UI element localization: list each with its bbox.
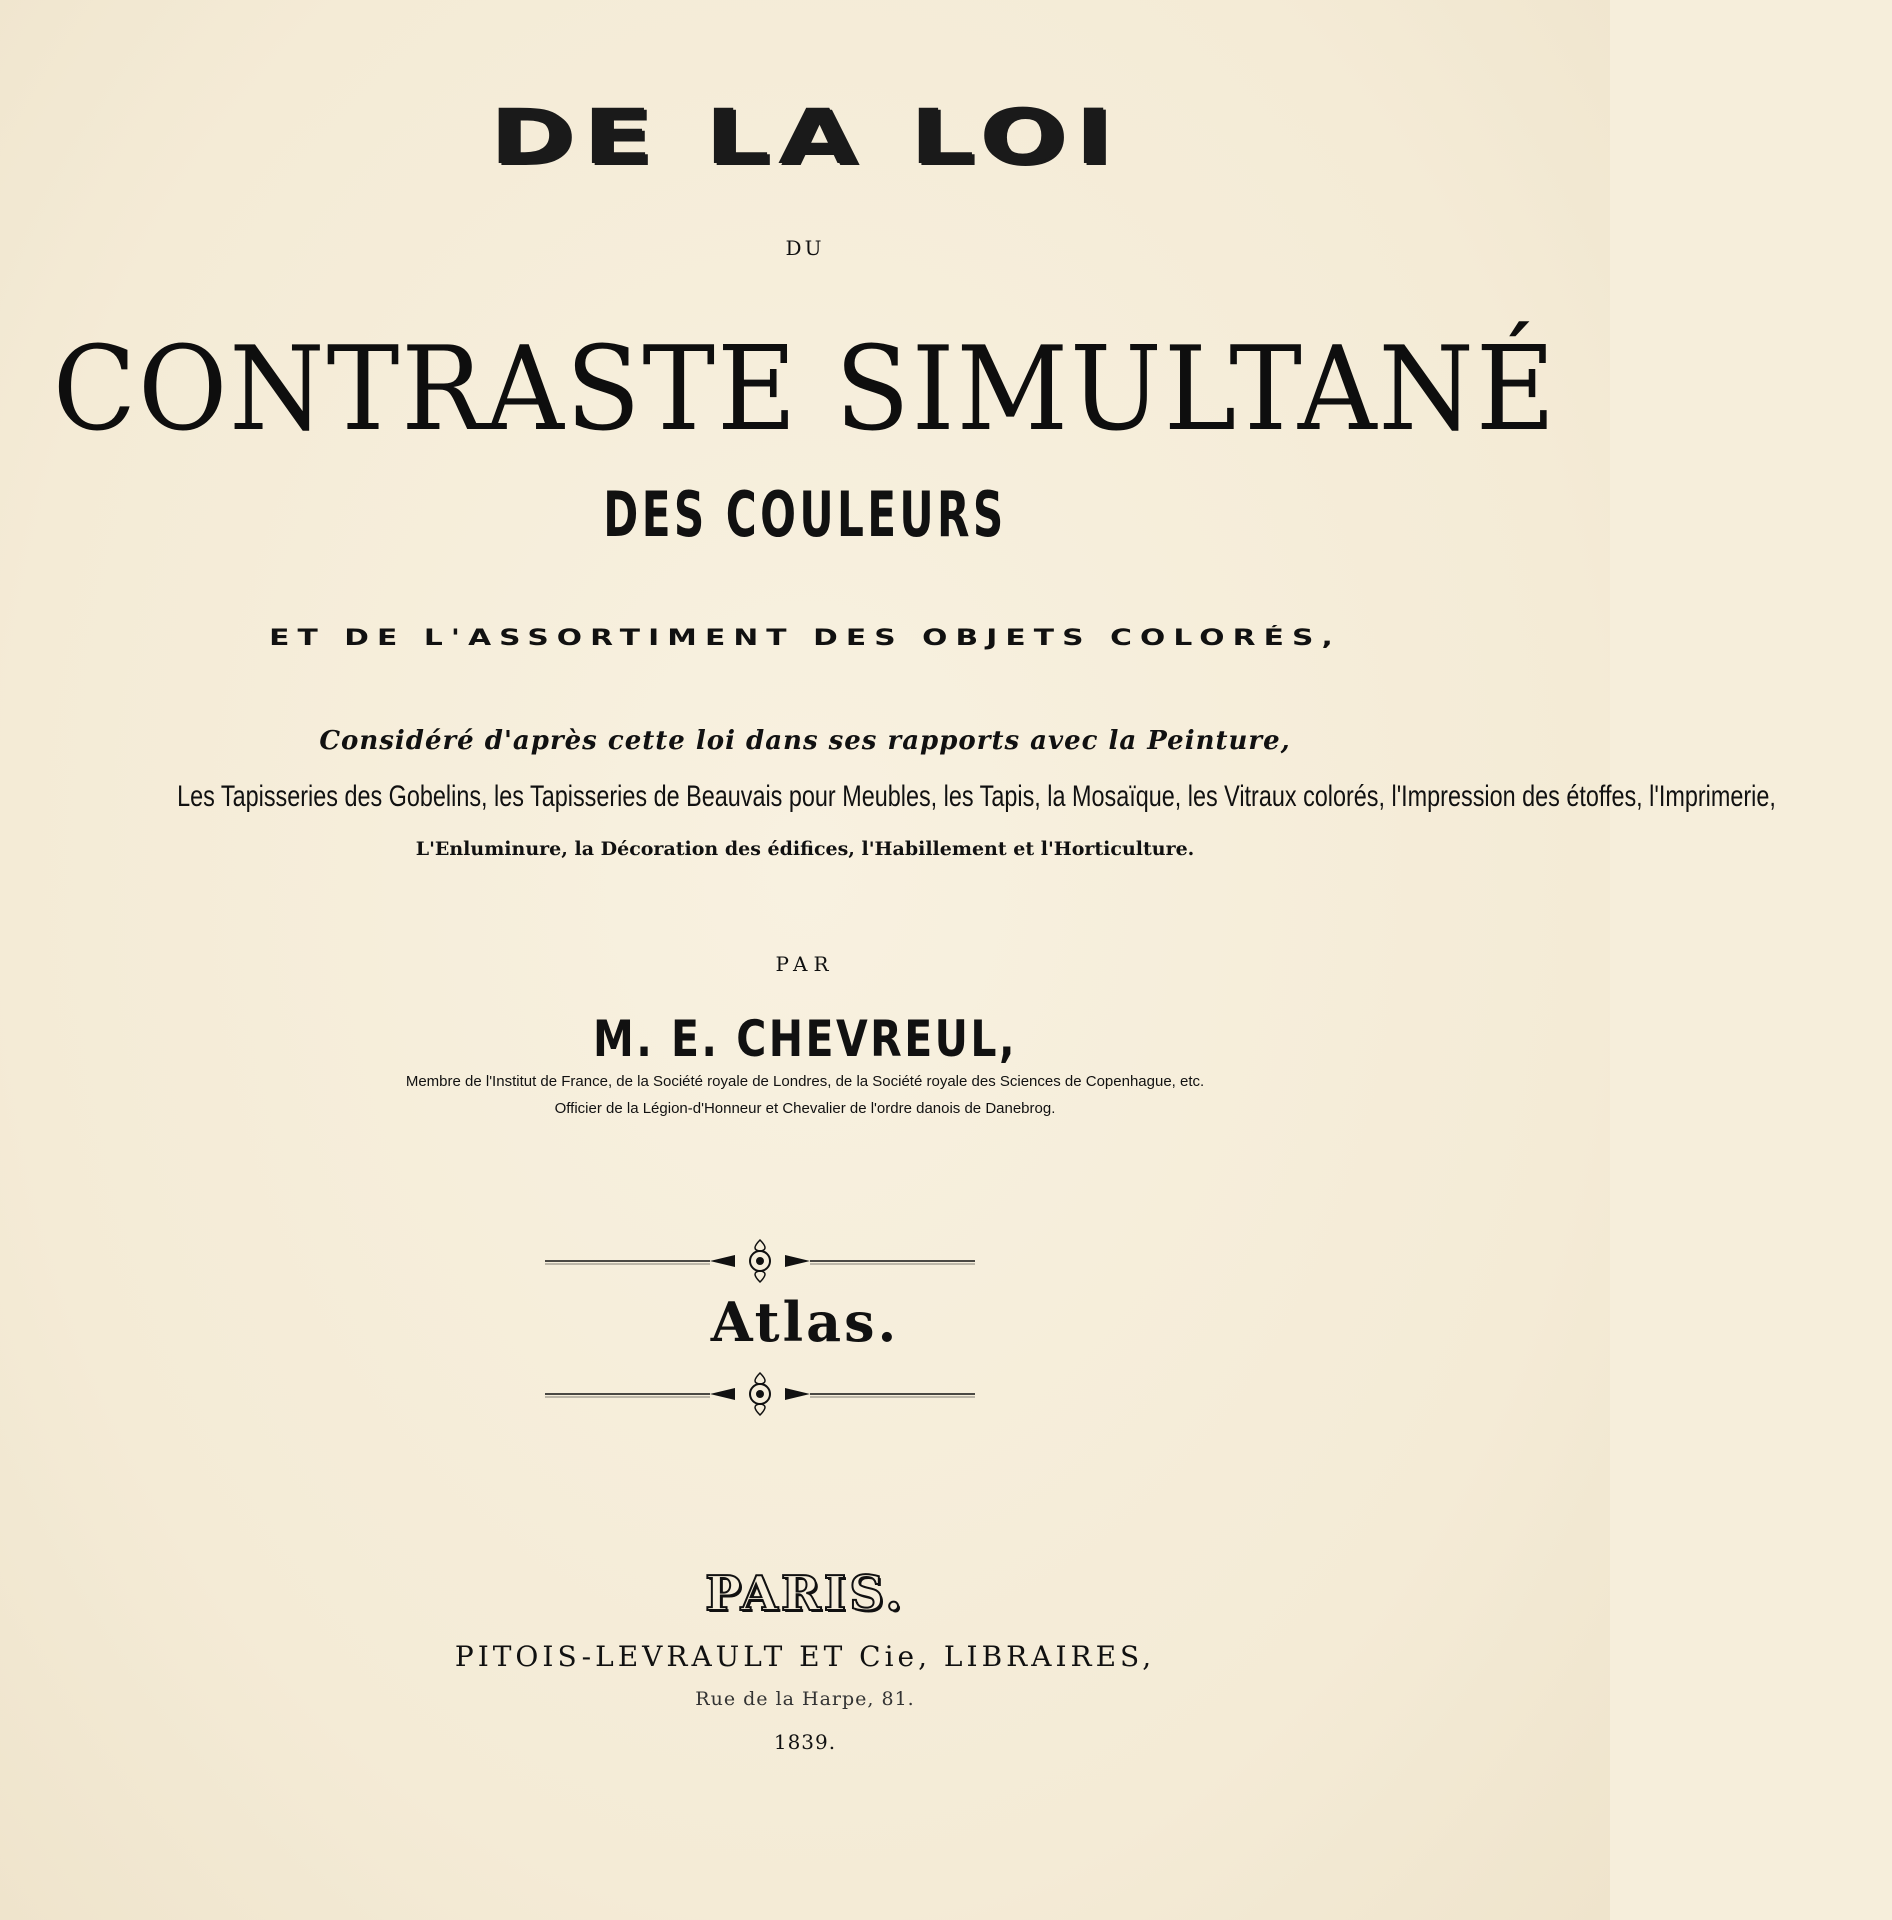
title-contraste-simultane: CONTRASTE SIMULTANÉ — [52, 322, 1558, 457]
imprint-year: 1839. — [773, 1730, 837, 1754]
author-credentials-membre: Membre de l'Institut de France, de la Société royale de Londres, de la Société royale des Sciences de Copenhague, etc. — [405, 1073, 1205, 1090]
by-line: PAR — [775, 952, 835, 976]
subtitle-enluminure: L'Enluminure, la Décoration des édifices, l'Habillement et l'Horticulture. — [415, 838, 1195, 860]
ornament-rule-icon — [545, 1236, 975, 1286]
author-credentials-officier: Officier de la Légion-d'Honneur et Chevalier de l'ordre danois de Danebrog. — [554, 1100, 1056, 1117]
imprint-city: PARIS. — [705, 1566, 905, 1622]
title-des-couleurs: DES COULEURS — [603, 478, 1007, 551]
subtitle-tapisseries: Les Tapisseries des Gobelins, les Tapisseries de Beauvais pour Meubles, les Tapis, la Mosaïque, les Vitraux colorés, l'Impression des étoffes, l'Imprimerie, — [177, 780, 1776, 813]
imprint-publisher: PITOIS-LEVRAULT ET Cie, LIBRAIRES, — [454, 1640, 1156, 1673]
title-de-la-loi: DE LA LOI — [489, 92, 1121, 181]
author-name: M. E. CHEVREUL, — [592, 1010, 1018, 1068]
subtitle-considere: Considéré d'après cette loi dans ses rapports avec la Peinture, — [319, 726, 1291, 756]
subtitle-assortiment: ET DE L'ASSORTIMENT DES OBJETS COLORÉS, — [269, 626, 1341, 651]
ornament-rule-icon — [545, 1369, 975, 1419]
title-du: DU — [785, 236, 825, 260]
atlas-label: Atlas. — [710, 1290, 900, 1354]
imprint-address: Rue de la Harpe, 81. — [695, 1688, 915, 1710]
